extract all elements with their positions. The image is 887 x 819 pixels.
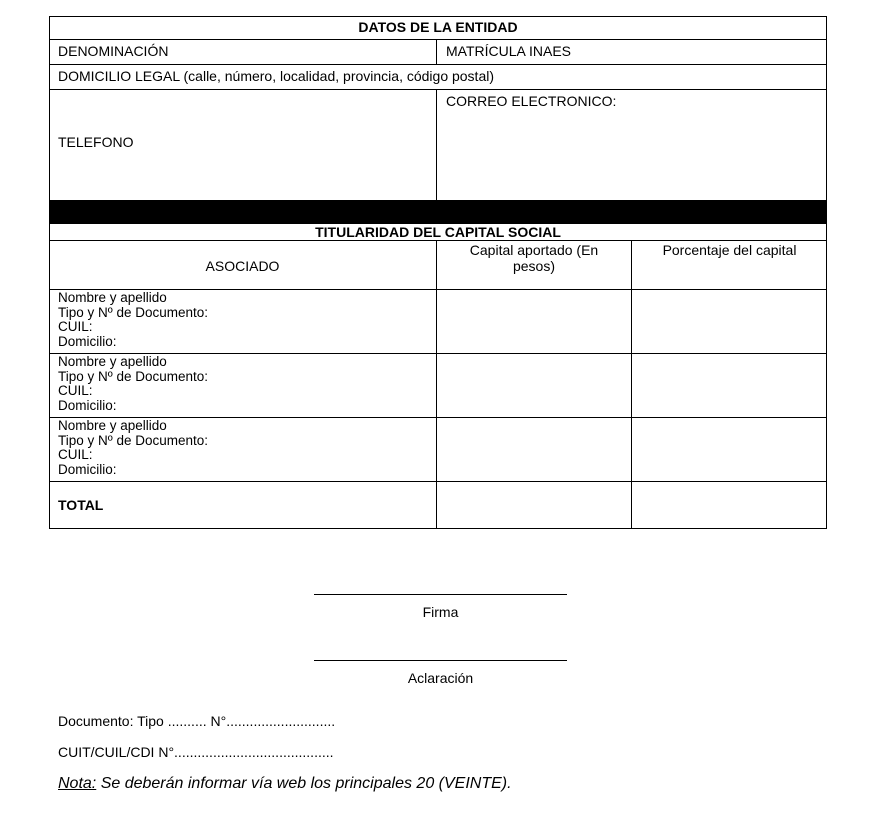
documento-line: Documento: Tipo .......... N°............................ xyxy=(58,713,336,729)
row-domicilio: Domicilio: xyxy=(58,461,117,477)
table-row xyxy=(58,419,208,477)
correo-label: CORREO ELECTRONICO: xyxy=(446,93,617,109)
row-tipo-documento: Tipo y Nº de Documento: xyxy=(58,432,208,448)
divider xyxy=(49,240,827,241)
aclaracion-line xyxy=(314,660,567,661)
firma-line xyxy=(314,594,567,595)
domicilio-legal-label: DOMICILIO LEGAL (calle, número, localidad, provincia, código postal) xyxy=(58,68,495,84)
cuit-line: CUIT/CUIL/CDI N°......................................... xyxy=(58,744,334,760)
col-header-capital: Capital aportado (En xyxy=(469,242,599,258)
entity-table-header: DATOS DE LA ENTIDAD xyxy=(358,19,518,35)
table-row xyxy=(58,291,208,349)
row-cuil: CUIL: xyxy=(58,383,93,398)
row-tipo-documento: Tipo y Nº de Documento: xyxy=(58,304,208,320)
divider xyxy=(49,481,827,482)
table-row xyxy=(58,355,208,413)
telefono-label: TELEFONO xyxy=(58,134,134,150)
row-domicilio: Domicilio: xyxy=(58,397,117,413)
divider xyxy=(49,89,827,90)
row-cuil: CUIL: xyxy=(58,447,93,462)
divider xyxy=(436,89,437,201)
nota-text xyxy=(58,775,512,793)
col-header-capital: pesos) xyxy=(512,258,556,274)
firma-label: Firma xyxy=(422,604,459,620)
section-separator-bar xyxy=(49,201,827,223)
matricula-label: MATRÍCULA INAES xyxy=(446,43,571,59)
col-header-asociado: ASOCIADO xyxy=(205,258,280,274)
divider xyxy=(436,39,437,64)
denominacion-label: DENOMINACIÓN xyxy=(58,43,169,59)
divider xyxy=(436,240,437,529)
total-label: TOTAL xyxy=(58,497,104,513)
row-nombre: Nombre y apellido xyxy=(58,354,167,369)
row-cuil: CUIL: xyxy=(58,319,93,334)
nota-body: Se deberán informar vía web los principales 20 (VEINTE). xyxy=(96,775,512,792)
col-header-porcentaje: Porcentaje del capital xyxy=(662,242,797,258)
row-domicilio: Domicilio: xyxy=(58,333,117,349)
capital-table-header: TITULARIDAD DEL CAPITAL SOCIAL xyxy=(315,224,561,240)
divider xyxy=(631,240,632,529)
aclaracion-label: Aclaración xyxy=(407,670,474,686)
nota-label: Nota: xyxy=(58,775,97,792)
divider xyxy=(49,64,827,65)
row-nombre: Nombre y apellido xyxy=(58,290,167,305)
row-tipo-documento: Tipo y Nº de Documento: xyxy=(58,368,208,384)
divider xyxy=(49,39,827,40)
row-nombre: Nombre y apellido xyxy=(58,418,167,433)
